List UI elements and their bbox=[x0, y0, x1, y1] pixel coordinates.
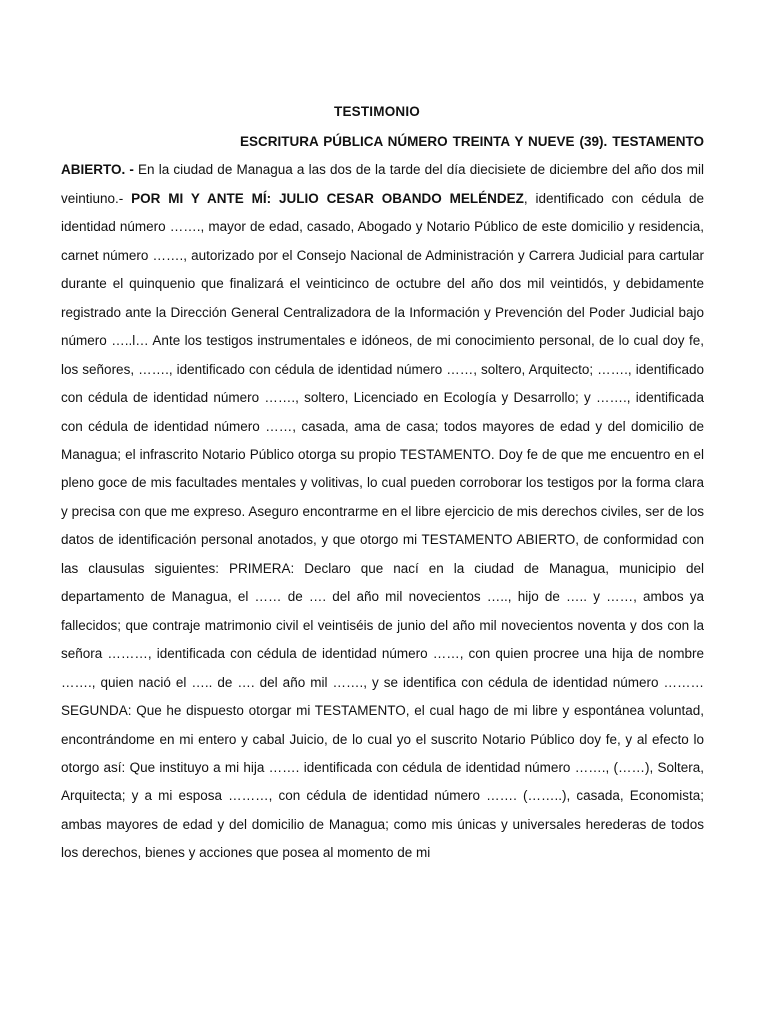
notary-name: POR MI Y ANTE MÍ: JULIO CESAR OBANDO MELÉNDEZ bbox=[131, 190, 524, 206]
body-text: , identificado con cédula de identidad número ……., mayor de edad, casado, Abogado y Notario Público de este domicilio y residencia, carnet número ……., autorizado por el Consejo Nacional de Administración y Carrera Judicial para cartular durante el quinquenio que finalizará el veinticinco de octubre del año dos mil veintidós, y debidamente registrado ante la Dirección General Centralizadora de la Información y Prevención del Poder Judicial bajo número …..l… Ante los testigos instrumentales e idóneos, de mi conocimiento personal, de lo cual doy fe, los señores, ……., identificado con cédula de identidad número ……, soltero, Arquitecto; ……., identificado con cédula de identidad número ……., soltero, Licenciado en Ecología y Desarrollo; y ……., identificada con cédula de identidad número ……, casada, ama de casa; todos mayores de edad y del domicilio de Managua; el infrascrito Notario Público otorga su propio TESTAMENTO. Doy fe de que me encuentro en el pleno goce de mis facultades mentales y volitivas, lo cual pueden corroborar los testigos por la forma clara y precisa con que me expreso. Aseguro encontrarme en el libre ejercicio de mis derechos civiles, ser de los datos de identificación personal anotados, y que otorgo mi TESTAMENTO ABIERTO, de conformidad con las clausulas siguientes: PRIMERA: Declaro que nací en la ciudad de Managua, municipio del departamento de Managua, el …… de …. del año mil novecientos ….., hijo de ….. y ……, ambos ya fallecidos; que contraje matrimonio civil el veintiséis de junio del año mil novecientos noventa y dos con la señora ………, identificada con cédula de identidad número ……, con quien procree una hija de nombre ……., quien nació el ….. de …. del año mil ……., y se identifica con cédula de identidad número ……… SEGUNDA: Que he dispuesto otorgar mi TESTAMENTO, el cual hago de mi libre y espontánea voluntad, encontrándome en mi entero y cabal Juicio, de lo cual yo el suscrito Notario Público doy fe, y al efecto lo otorgo así: Que instituyo a mi hija ……. identificada con cédula de identidad número ……., (……), Soltera, Arquitecta; y a mi esposa ………, con cédula de identidad número ……. (……..), casada, Economista; ambas mayores de edad y del domicilio de Managua; como mis únicas y universales herederas de todos los derechos, bienes y acciones que posea al momento de mi bbox=[61, 190, 704, 861]
intro-text: En la ciudad de Managua a las dos de la tarde del día diecisiete de diciembre del año dos mil veintiuno.- bbox=[61, 162, 704, 206]
document-body bbox=[61, 128, 704, 868]
document-title: TESTIMONIO bbox=[334, 104, 420, 119]
deed-heading: ESCRITURA PÚBLICA NÚMERO TREINTA Y NUEVE (39). TESTAMENTO ABIERTO. - bbox=[61, 134, 704, 178]
